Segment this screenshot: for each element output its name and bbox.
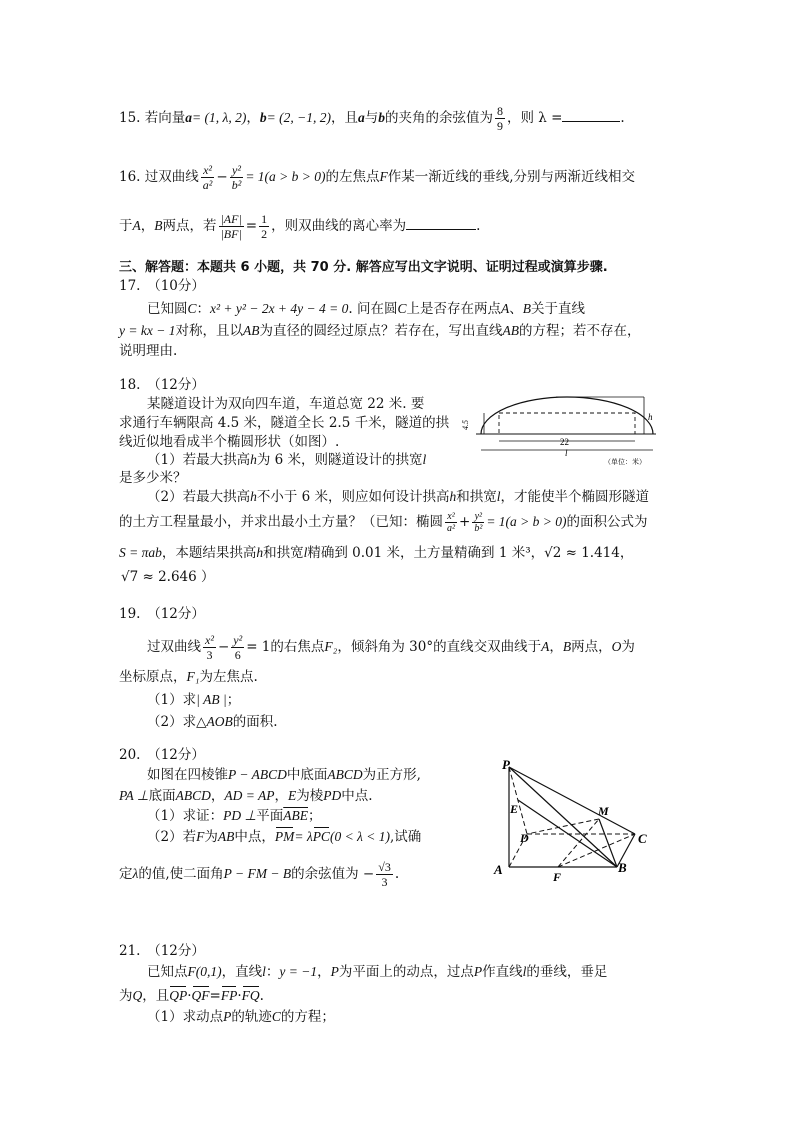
variable: l — [303, 545, 308, 560]
text: 作直线 — [482, 964, 523, 980]
text: ； — [226, 692, 241, 708]
variable: h — [256, 545, 264, 560]
text: . — [620, 110, 625, 126]
text: （1）求证： — [147, 808, 224, 824]
denominator: |BF| — [220, 227, 242, 241]
fraction — [203, 633, 216, 662]
vector-b-value: = (2, −1, 2) — [266, 110, 331, 125]
text: 平面 — [256, 808, 284, 824]
question-21-line-1 — [147, 962, 607, 982]
text: 两点， — [571, 639, 612, 655]
text: ， — [210, 788, 225, 804]
text: 为直径的圆经过原点？若存在，写出直线 — [259, 323, 503, 339]
text: . — [259, 988, 264, 1004]
question-20-line-5 — [119, 860, 399, 889]
fraction — [231, 633, 244, 662]
question-18-line-5: 是多少米？ — [119, 470, 187, 486]
denominator: a² — [202, 178, 213, 192]
section-heading: 三、解答题：本题共 6 小题，共 70 分. 解答应写出文字说明、证明过程或演算步骤. — [119, 260, 608, 275]
question-18-line-1: 某隧道设计为双向四车道，车道总宽 22 米. 要 — [147, 396, 425, 412]
text: ，才能使半个椭圆形隧道 — [500, 489, 650, 505]
text: 的右焦点 — [270, 639, 325, 655]
variable: l — [496, 489, 501, 504]
vector-a: a — [357, 110, 365, 125]
label-22: 22 — [560, 437, 569, 447]
question-18-line-8 — [119, 543, 633, 563]
pyramid-figure — [490, 757, 660, 887]
text: 上是否存在两点 — [406, 301, 501, 317]
text: 底面 — [148, 788, 176, 804]
point-f-label: F — [553, 870, 562, 884]
question-18-line-3: 线近似地看成半个椭圆形状（如图）. — [119, 434, 340, 450]
text: ； — [307, 808, 322, 824]
text: 的方程； — [280, 1009, 335, 1025]
fraction — [445, 511, 457, 534]
text: 、 — [509, 301, 523, 317]
operator: = — [245, 218, 258, 234]
question-19-head: 19. （12分） — [119, 606, 205, 622]
text: （2）若 — [147, 829, 197, 845]
text: 中底面 — [286, 767, 328, 783]
text: 的土方工程量最小，并求出最小土方量？（已知：椭圆 — [119, 514, 443, 530]
text: （2）求△ — [147, 714, 207, 730]
triangle-label: AOB — [206, 714, 233, 729]
text: 两点，若 — [162, 218, 217, 234]
text: ，则 λ = — [506, 110, 563, 126]
focus-label: F₂ — [324, 639, 338, 654]
text: 为平面上的动点，过点 — [338, 964, 474, 980]
vector-pm: PM — [275, 827, 295, 847]
edge-pc — [509, 767, 635, 834]
text: 为棱 — [296, 788, 324, 804]
equation: = 1 — [246, 639, 271, 655]
point-label: F — [379, 169, 388, 184]
text: 为 6 米，则隧道设计的拱宽 — [256, 452, 423, 468]
vehicle-clearance — [499, 413, 635, 434]
point-label: E — [288, 788, 297, 803]
circle-label: C — [187, 301, 197, 316]
text: （1）求 — [147, 692, 197, 708]
point-label: B — [522, 301, 531, 316]
text: （2）若最大拱高 — [147, 489, 251, 505]
text: ， — [140, 218, 155, 234]
variable: λ — [132, 866, 139, 881]
question-18-line-7 — [119, 511, 648, 534]
expression: = λ — [294, 829, 313, 844]
focus-label: F₁ — [186, 669, 200, 684]
text: 的左焦点 — [325, 169, 380, 185]
text: ， — [274, 788, 289, 804]
text: . 问在圆 — [348, 301, 398, 317]
text: 已知圆 — [147, 301, 188, 317]
denominator: 3 — [206, 648, 213, 662]
curve-label: C — [271, 1009, 281, 1024]
point-label: P — [330, 964, 339, 979]
plane-label: $\overline{ABE}$ — [283, 808, 308, 823]
numerator: √3 — [378, 860, 391, 874]
question-18-line-2: 求通行车辆限高 4.5 米，隧道全长 2.5 千米，隧道的拱 — [119, 415, 450, 431]
expression: AD = AP — [224, 788, 275, 803]
text: ，且 — [142, 988, 170, 1004]
text: 为正方形, — [362, 767, 421, 783]
numerator: |AF| — [220, 212, 242, 226]
question-19-line-2 — [119, 667, 258, 687]
text: 过双曲线 — [147, 639, 201, 655]
text: 的垂线，垂足 — [526, 964, 608, 980]
text: 和拱宽 — [263, 545, 304, 561]
denominator: 2 — [261, 227, 268, 241]
text: ，倾斜角为 30°的直线交双曲线于 — [337, 639, 542, 655]
text: ， — [549, 639, 563, 655]
separator: ， — [246, 110, 260, 126]
text: 的值,使二面角 — [138, 866, 224, 882]
base-label: ABCD — [327, 767, 363, 782]
question-21-line-2 — [119, 986, 264, 1006]
edge-label: AB — [217, 829, 235, 844]
point-label: A — [501, 301, 510, 316]
text: 的面积公式为 — [566, 514, 648, 530]
text: ，本题结果拱高 — [161, 545, 257, 561]
text: 已知点 — [147, 964, 188, 980]
text: 与 — [364, 110, 379, 126]
text: 于 — [119, 218, 133, 234]
question-19-line-1 — [147, 633, 635, 662]
question-18-line-4 — [147, 450, 426, 470]
text: 坐标原点， — [119, 669, 187, 685]
question-18-head: 18. （12分） — [119, 377, 205, 393]
question-17-line-2 — [119, 321, 640, 341]
numerator: x² — [201, 163, 215, 178]
question-20-part-1 — [147, 806, 321, 826]
numerator: x² — [445, 511, 457, 523]
text: 关于直线 — [531, 301, 585, 317]
question-16-line-2 — [119, 212, 480, 241]
text: 的夹角的余弦值为 — [384, 110, 493, 126]
text: 的方程；若不存在， — [518, 323, 641, 339]
tunnel-figure — [456, 388, 680, 470]
numerator: y² — [472, 511, 484, 523]
text: （1）求动点 — [147, 1009, 224, 1025]
segment-label: AB — [502, 323, 519, 338]
question-16-line-1 — [119, 163, 635, 192]
expression: PD ⊥ — [223, 808, 257, 823]
text: 过双曲线 — [144, 169, 199, 185]
vector-b: b — [378, 110, 385, 125]
operator: + — [459, 514, 471, 530]
fraction — [472, 511, 484, 534]
text: 中点. — [341, 788, 373, 804]
expression: (0 < λ < 1) — [329, 829, 391, 844]
question-21-part-1 — [147, 1007, 335, 1027]
fraction — [230, 163, 244, 192]
question-19-part-1 — [147, 690, 240, 710]
equation: = 1(a > b > 0) — [486, 514, 567, 529]
text: 作某一渐近线的垂线,分别与两渐近线相交 — [387, 169, 636, 185]
variable: l — [422, 452, 427, 467]
equation: S = πab — [119, 545, 162, 560]
vector-a: a — [185, 110, 193, 125]
text: （1）若最大拱高 — [147, 452, 251, 468]
text: 的余弦值为 − — [291, 866, 375, 882]
text: 的面积. — [232, 714, 278, 730]
text: ,试确 — [390, 829, 422, 845]
vertex-p-label: P — [502, 757, 510, 772]
vector-fq: FQ — [242, 986, 260, 1006]
text: ，且 — [330, 110, 358, 126]
denominator: b² — [231, 178, 242, 192]
equation: = 1(a > b > 0) — [245, 169, 326, 184]
denominator: 3 — [381, 875, 388, 889]
equation: x² + y² − 2x + 4y − 4 = 0 — [210, 301, 349, 316]
answer-blank[interactable] — [562, 107, 620, 122]
vector-qf: QF — [192, 986, 210, 1006]
point-e-label: E — [510, 802, 519, 816]
question-18-line-6 — [147, 487, 649, 507]
expression: | AB | — [196, 692, 227, 707]
text: ， — [619, 545, 634, 561]
segment-md — [527, 819, 599, 834]
vertex-c-label: C — [638, 831, 647, 846]
question-number: 15. — [119, 110, 141, 126]
operator: · — [237, 988, 242, 1004]
question-15 — [119, 104, 625, 133]
question-17-line-1 — [147, 299, 585, 319]
vector-a-value: = (1, λ, 2) — [192, 110, 247, 125]
vertex-a-label: A — [494, 862, 503, 877]
question-17-line-3: 说明理由. — [119, 343, 178, 359]
text: ， — [317, 964, 331, 980]
text: 不小于 6 米，则应如何设计拱高 — [256, 489, 450, 505]
tunnel-arch — [481, 397, 653, 434]
label-l: l — [565, 448, 568, 458]
point-label: P — [473, 964, 483, 979]
label-45: 4.5 — [461, 420, 470, 430]
segment-label: AB — [242, 323, 260, 338]
edge-label: PD — [323, 788, 342, 803]
vector-pc: PC — [313, 827, 330, 847]
question-21-head: 21. （12分） — [119, 943, 205, 959]
numerator: 8 — [496, 104, 503, 118]
vector-fp: FP — [221, 986, 238, 1006]
text: 的轨迹 — [231, 1009, 272, 1025]
question-17-head: 17. （10分） — [119, 278, 205, 294]
text: 为 — [621, 639, 635, 655]
point-label: P — [223, 1009, 232, 1024]
point-label: B — [562, 639, 572, 654]
question-18-line-9: √7 ≈ 2.646 ） — [121, 569, 215, 585]
segment-mb — [599, 819, 617, 867]
text: ： — [196, 301, 211, 317]
solid-label: P − ABCD — [228, 767, 287, 782]
vector-b: b — [259, 110, 267, 125]
numerator: y² — [233, 633, 243, 647]
text: 中点， — [234, 829, 275, 845]
variable: h — [250, 489, 257, 504]
denominator: a² — [447, 523, 455, 534]
question-20-line-2 — [119, 786, 373, 806]
point-label: F — [196, 829, 205, 844]
variable: h — [250, 452, 257, 467]
text: . — [476, 218, 481, 234]
operator: − — [217, 639, 230, 655]
vertex-d-label: D — [520, 831, 529, 845]
text: 为 — [204, 829, 218, 845]
question-19-part-2 — [147, 712, 278, 732]
fraction — [376, 860, 393, 889]
denominator: b² — [474, 523, 483, 534]
point-label: O — [611, 639, 622, 654]
text: ： — [265, 964, 280, 980]
equation: y = −1 — [279, 964, 318, 979]
text: 若向量 — [144, 110, 186, 126]
base-label: ABCD — [175, 788, 211, 803]
expression: PA ⊥ — [119, 788, 149, 803]
fraction — [259, 212, 269, 241]
equation: y = kx − 1 — [119, 323, 176, 338]
text: ，则双曲线的离心率为 — [271, 218, 407, 234]
text: 精确到 0.01 米，土方量精确到 1 米³， — [307, 545, 545, 561]
operator: − — [216, 169, 228, 185]
text: . — [394, 866, 400, 882]
question-number: 16. — [119, 169, 141, 185]
point-label: B — [154, 218, 163, 233]
question-20-head: 20. （12分） — [119, 747, 205, 763]
point-label: A — [132, 218, 141, 233]
denominator: 9 — [496, 119, 503, 133]
text: 定 — [119, 866, 133, 882]
variable: h — [449, 489, 457, 504]
fraction — [495, 104, 505, 133]
numerator: 1 — [261, 212, 268, 226]
point-label: Q — [132, 988, 143, 1003]
approximation: √2 ≈ 1.414 — [544, 545, 620, 561]
numerator: x² — [205, 633, 214, 647]
numerator: y² — [230, 163, 244, 178]
point-m-label: M — [598, 804, 609, 818]
point-label: F(0,1) — [187, 964, 222, 979]
text: 如图在四棱锥 — [147, 767, 228, 783]
circle-label: C — [397, 301, 407, 316]
answer-blank[interactable] — [406, 215, 476, 230]
line-label: l — [262, 964, 266, 979]
text: 为左焦点. — [199, 669, 258, 685]
text: ，直线 — [221, 964, 263, 980]
question-20-line-1 — [147, 765, 421, 785]
fraction — [201, 163, 215, 192]
dihedral-angle: P − FM − B — [223, 866, 292, 881]
unit-label: （单位：米） — [604, 458, 646, 466]
denominator: 6 — [234, 648, 241, 662]
operator: · — [187, 988, 192, 1004]
text: 和拱宽 — [456, 489, 497, 505]
vertex-b-label: B — [618, 860, 627, 875]
question-20-part-2 — [147, 827, 421, 847]
point-label: A — [541, 639, 550, 654]
line-label: l — [522, 964, 527, 979]
operator: = — [209, 988, 221, 1004]
text: 对称，且以 — [175, 323, 243, 339]
vector-qp: QP — [169, 986, 187, 1006]
fraction — [219, 212, 244, 241]
label-h: h — [648, 412, 653, 422]
text: 为 — [119, 988, 133, 1004]
